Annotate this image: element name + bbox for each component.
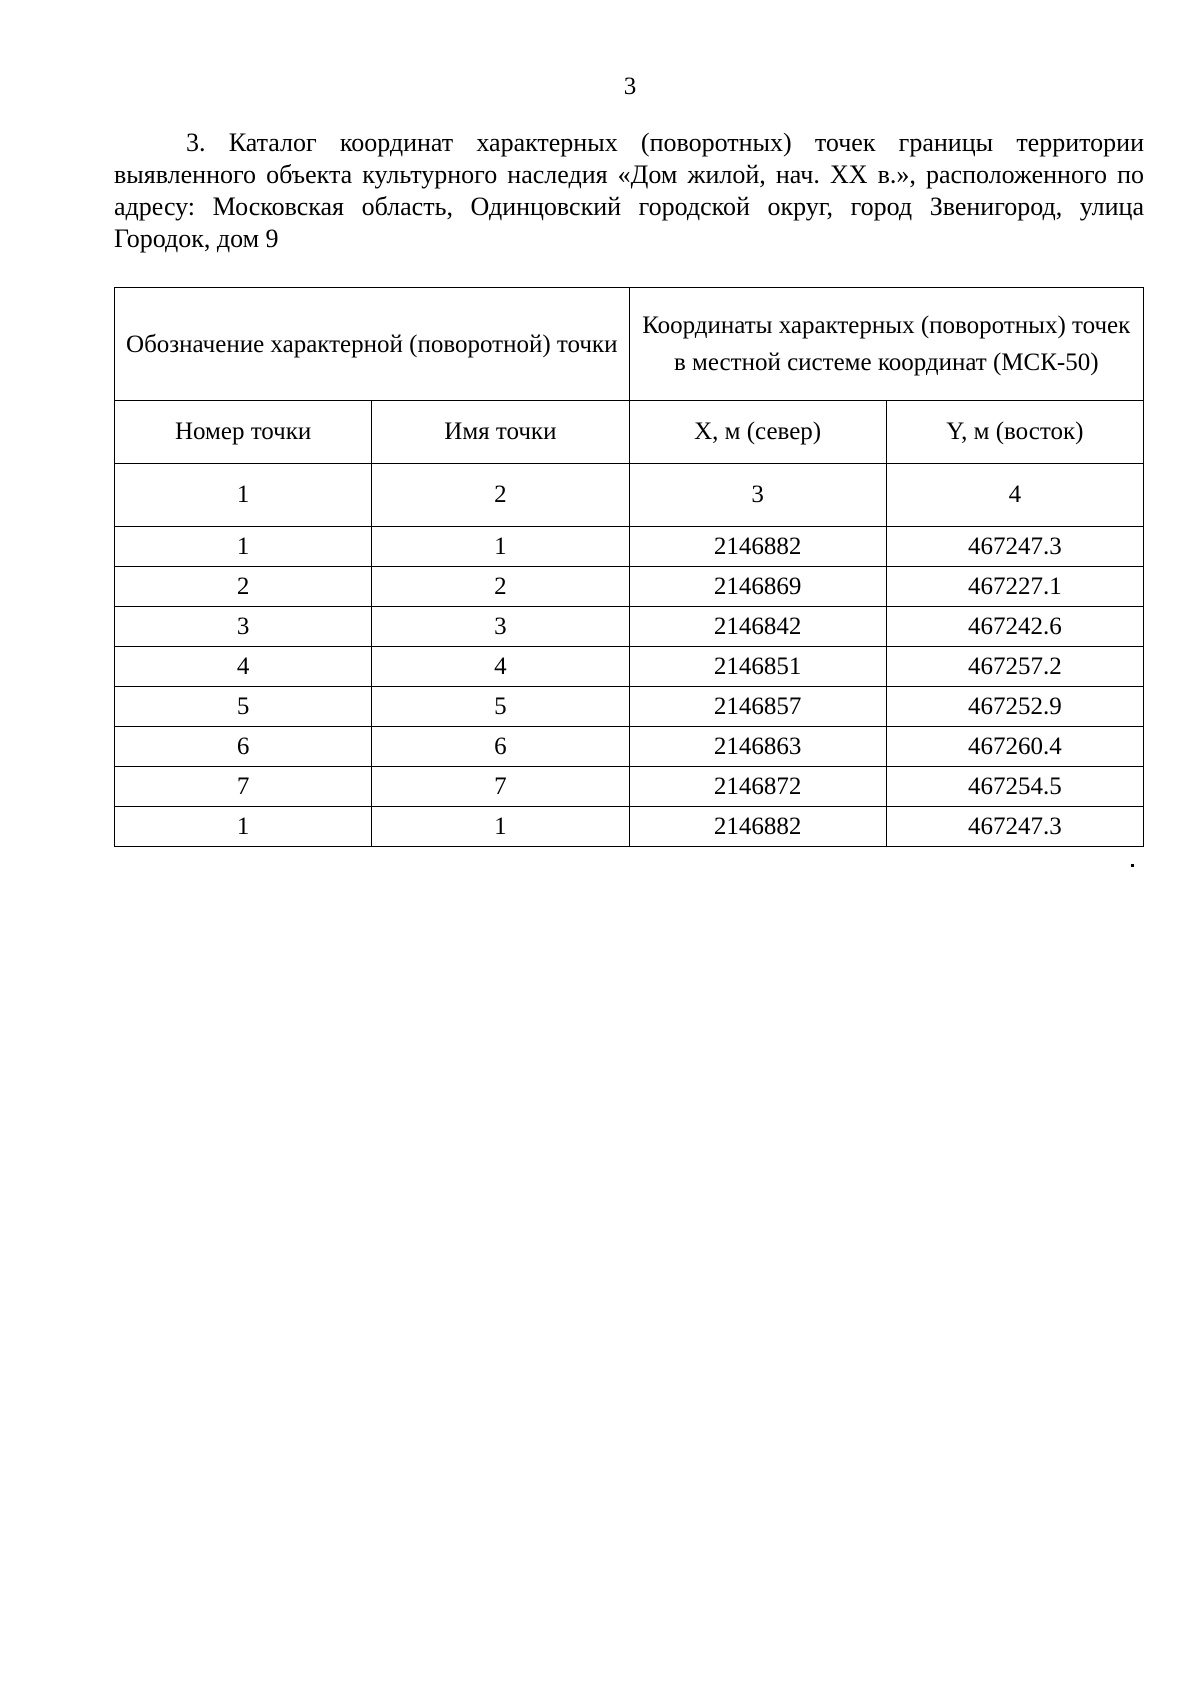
x-coordinate-cell: 2146851: [629, 647, 886, 687]
column-header-x: X, м (север): [629, 401, 886, 464]
column-header-point-number: Номер точки: [115, 401, 372, 464]
point-number-cell: 1: [115, 527, 372, 567]
table-row: [115, 767, 1144, 807]
table-row: [115, 687, 1144, 727]
coordinates-group-header: Координаты характерных (поворотных) точек в местной системе координат (МСК-50): [629, 288, 1144, 401]
point-name-cell: 1: [372, 807, 629, 847]
x-coordinate-cell: 2146857: [629, 687, 886, 727]
point-number-cell: 7: [115, 767, 372, 807]
point-number-cell: 6: [115, 727, 372, 767]
point-name-cell: 3: [372, 607, 629, 647]
catalog-heading: 3. Каталог координат характерных (поворотных) точек границы территории выявленного объекта культурного наследия «Дом жилой, нач. XX в.», расположенного по адресу: Московская область, Одинцовский городской округ, город Звенигород, улица Городок, дом 9: [114, 128, 1144, 253]
point-name-cell: 2: [372, 567, 629, 607]
table-group-header-row: [115, 288, 1144, 401]
column-number: 2: [372, 464, 629, 527]
point-name-cell: 7: [372, 767, 629, 807]
x-coordinate-cell: 2146863: [629, 727, 886, 767]
x-coordinate-cell: 2146882: [629, 807, 886, 847]
point-name-cell: 5: [372, 687, 629, 727]
x-coordinate-cell: 2146872: [629, 767, 886, 807]
table-row: [115, 527, 1144, 567]
point-name-cell: 4: [372, 647, 629, 687]
y-coordinate-cell: 467227.1: [886, 567, 1143, 607]
page-number: 3: [623, 73, 637, 100]
x-coordinate-cell: 2146842: [629, 607, 886, 647]
table-row: [115, 567, 1144, 607]
x-coordinate-cell: 2146869: [629, 567, 886, 607]
designation-group-header: Обозначение характерной (поворотной) точки: [115, 288, 630, 401]
stray-dot-mark: [1131, 864, 1134, 867]
table-row: [115, 727, 1144, 767]
point-number-cell: 4: [115, 647, 372, 687]
y-coordinate-cell: 467257.2: [886, 647, 1143, 687]
y-coordinate-cell: 467260.4: [886, 727, 1143, 767]
y-coordinate-cell: 467254.5: [886, 767, 1143, 807]
table-row: [115, 607, 1144, 647]
table-row: [115, 807, 1144, 847]
column-header-y: Y, м (восток): [886, 401, 1143, 464]
point-number-cell: 3: [115, 607, 372, 647]
column-number: 1: [115, 464, 372, 527]
column-header-point-name: Имя точки: [372, 401, 629, 464]
point-number-cell: 2: [115, 567, 372, 607]
y-coordinate-cell: 467247.3: [886, 527, 1143, 567]
column-number: 3: [629, 464, 886, 527]
y-coordinate-cell: 467247.3: [886, 807, 1143, 847]
coordinates-table: [114, 287, 1144, 847]
y-coordinate-cell: 467252.9: [886, 687, 1143, 727]
y-coordinate-cell: 467242.6: [886, 607, 1143, 647]
point-number-cell: 1: [115, 807, 372, 847]
x-coordinate-cell: 2146882: [629, 527, 886, 567]
point-name-cell: 6: [372, 727, 629, 767]
column-number: 4: [886, 464, 1143, 527]
table-column-header-row: [115, 401, 1144, 464]
table-column-number-row: [115, 464, 1144, 527]
point-number-cell: 5: [115, 687, 372, 727]
table-row: [115, 647, 1144, 687]
point-name-cell: 1: [372, 527, 629, 567]
